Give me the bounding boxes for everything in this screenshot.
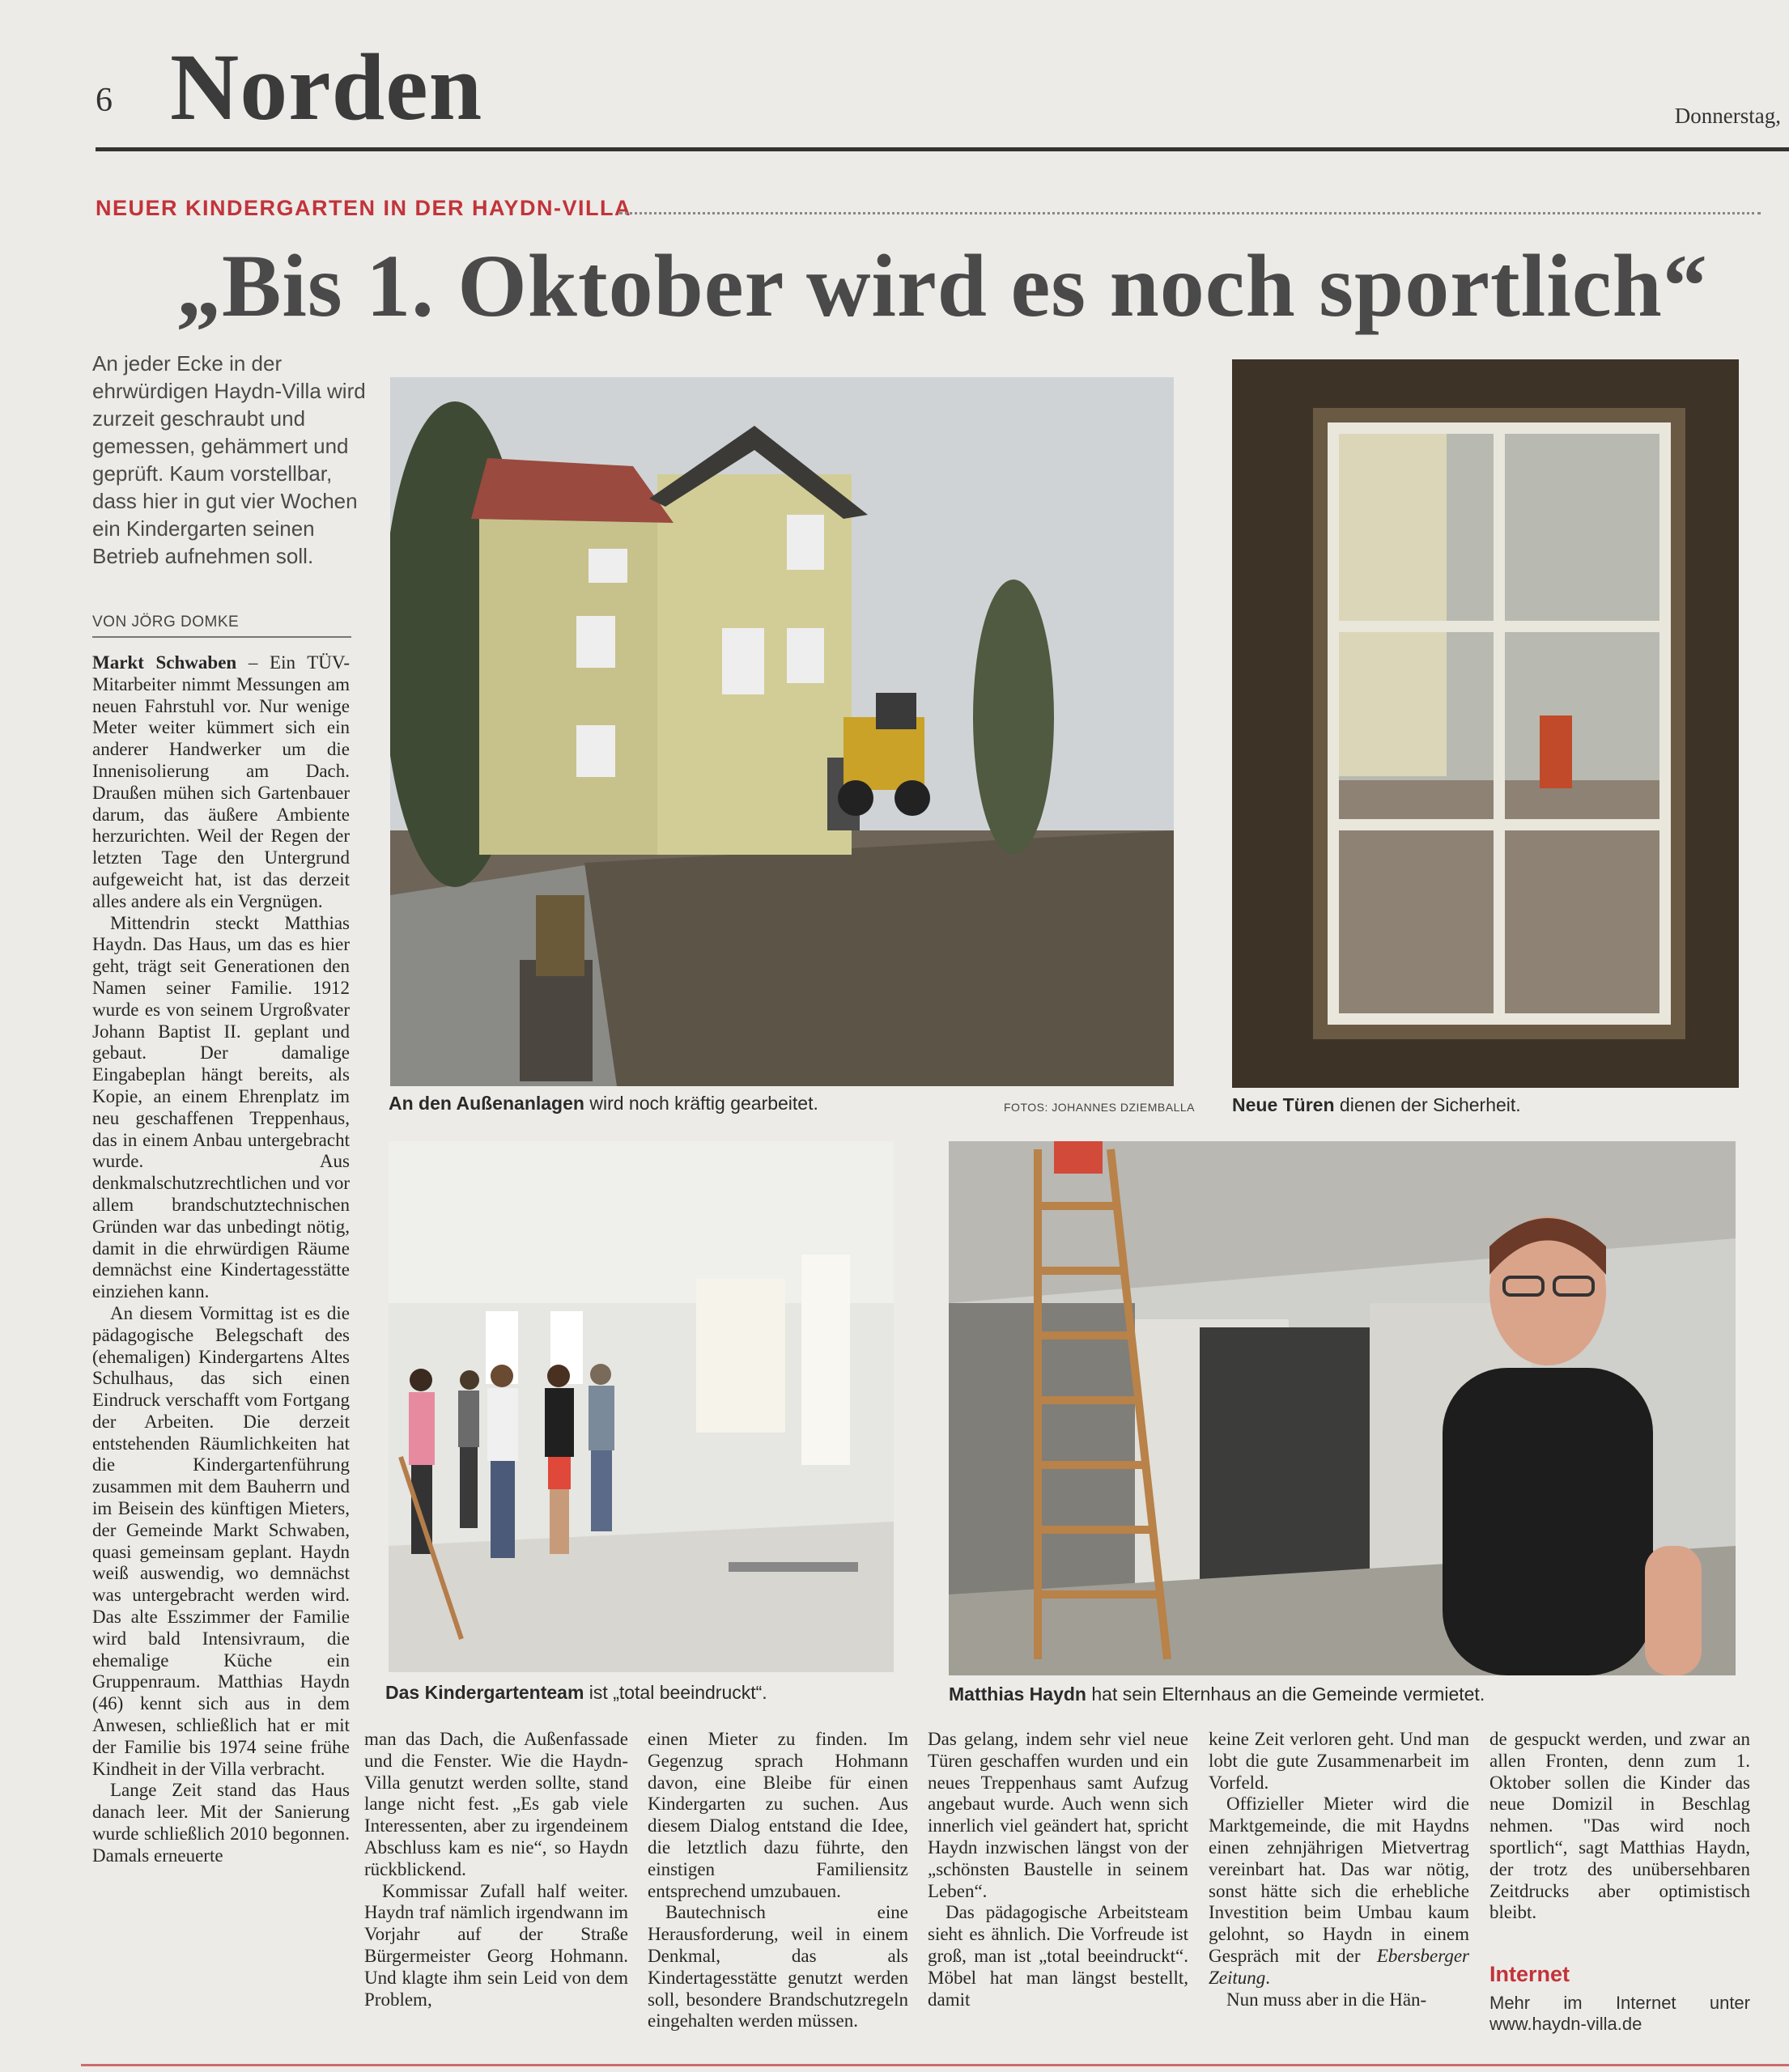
photo-kindergarten-team (389, 1141, 894, 1672)
infobox-word: Internet (1615, 1993, 1676, 2013)
kicker-dotted-rule (619, 212, 1761, 214)
infobox-word: Mehr (1489, 1993, 1531, 2013)
paragraph: einen Mieter zu finden. Im Gegenzug sprach Hohmann davon, eine Bleibe für einen Kindergarten zu suchen. Aus diesem Dialog entstand die Idee, die letztlich dazu führte, den einstigen Familiensitz entsprechend umzubauen. (648, 1729, 908, 1901)
paragraph: Das gelang, indem sehr viel neue Türen geschaffen wurden und ein neues Treppenhaus samt Aufzug angebaut wurde. Auch wenn sich innerlich viel geändert hat, spricht Haydn inzwischen längst von der „schönsten Baustelle in seinem Leben“. (928, 1729, 1188, 1901)
paragraph: – Ein TÜV-Mitarbeiter nimmt Messungen am neuen Fahrstuhl vor. Nur wenige Meter weiter kümmert sich ein anderer Handwerker um die Innenisolierung am Dach. Draußen mühen sich Gartenbauer darum, das äußere Ambiente herzurichten. Weil der Regen der letzten Tage den Untergrund aufgeweicht hat, ist das derzeit alles andere als ein Vergnügen. (92, 652, 350, 911)
caption-bold: Neue Türen (1232, 1094, 1335, 1115)
paragraph: Lange Zeit stand das Haus danach leer. Mit der Sanierung wurde schließlich 2010 begonnen. Damals erneuerte (92, 1780, 350, 1866)
infobox-text (1489, 1993, 1750, 2035)
bottom-rule (81, 2064, 1789, 2066)
article-headline: „Bis 1. Oktober wird es noch sportlich“ (176, 236, 1708, 335)
byline-rule (92, 636, 351, 638)
paragraph: man das Dach, die Außenfassade und die Fenster. Wie die Haydn-Villa genutzt werden sollte, stand lange nicht fest. „Es gab viele Interessenten, aber zu irgendeinem Abschluss kam es nie“, so Haydn rückblickend. (364, 1729, 628, 1879)
infobox-word: unter (1709, 1993, 1750, 2013)
photo-villa-exterior (390, 377, 1174, 1086)
paragraph (1209, 1794, 1469, 1989)
body-column-5 (1209, 1729, 1469, 2036)
paragraph: de gespuckt werden, und zwar an allen Fronten, denn zum 1. Oktober sollen die Kinder das neue Domizil in Beschlag nehmen. "Das wird noch sportlich“, sagt Matthias Haydn, der trotz des unübersehbaren Zeitdrucks aber optimistisch bleibt. (1489, 1729, 1750, 1923)
paragraph: Das pädagogische Arbeitsteam sieht es ähnlich. Die Vorfreude ist groß, man ist „total beeindruckt“. Möbel hat man längst bestellt, damit (928, 1902, 1188, 2010)
caption-text: dienen der Sicherheit. (1334, 1094, 1521, 1115)
article-kicker: NEUER KINDERGARTEN IN DER HAYDN-VILLA (96, 196, 632, 220)
infobox-title: Internet (1489, 1962, 1570, 1986)
infobox-url[interactable]: www.haydn-villa.de (1489, 2014, 1642, 2034)
caption-bold: Das Kindergartenteam (385, 1682, 584, 1703)
caption-exterior (389, 1093, 818, 1115)
paragraph: Kommissar Zufall half weiter. Haydn traf nämlich irgendwann im Vorjahr auf der Straße Bürgermeister Georg Hohmann. Und klagte ihm sein Leid von dem Problem, (364, 1880, 628, 2010)
caption-haydn (949, 1684, 1485, 1705)
text-run: . (1265, 1967, 1271, 1988)
photo-window (1232, 359, 1739, 1088)
issue-dateline: Donnerstag, (1674, 104, 1781, 128)
body-column-2 (364, 1729, 628, 2036)
body-column-4 (928, 1729, 1188, 2036)
paragraph: keine Zeit verloren geht. Und man lobt die gute Zusammenarbeit im Vorfeld. (1209, 1729, 1469, 1793)
photo-matthias-haydn (949, 1141, 1736, 1675)
infobox-word: im (1563, 1993, 1583, 2013)
page-number: 6 (96, 82, 113, 119)
paragraph: An diesem Vormittag ist es die pädagogische Belegschaft des (ehemaligen) Kindergartens Altes Schulhaus, das sich einen Eindruck verschafft vom Fortgang der Arbeiten. Die derzeit entstehenden Räumlichkeiten hat die Kindergartenführung zusammen mit dem Bauherrn und im Beisein des künftigen Mieters, der Gemeinde Markt Schwaben, quasi gemeinsam geplant. Haydn weiß auswendig, wo demnächst was untergebracht werden wird. Das alte Esszimmer der Familie wird bald Intensivraum, die ehemalige Küche ein Gruppenraum. Matthias Haydn (46) kennt sich aus in dem Anwesen, schließlich hat er mit der Familie bis 1974 seine frühe Kindheit in der Villa verbracht. (92, 1302, 350, 1779)
article-byline: VON JÖRG DOMKE (92, 614, 240, 631)
dateline-place: Markt Schwaben (92, 652, 237, 673)
caption-team (385, 1682, 767, 1704)
text-run: Offizieller Mieter wird die Marktgemeinde, die mit Haydns einen zehnjährigen Mietvertrag vereinbart hat. Das war nötig, sonst hätte sich die erhebliche Investition beim Umbau kaum gelohnt, so Haydn in einem Gespräch mit der (1209, 1794, 1469, 1966)
caption-window (1232, 1094, 1521, 1116)
caption-bold: Matthias Haydn (949, 1684, 1086, 1705)
masthead-rule (96, 147, 1789, 151)
body-column-1 (92, 652, 350, 2036)
body-column-3 (648, 1729, 908, 2036)
article-lead: An jeder Ecke in der ehrwürdigen Haydn-Villa wird zurzeit geschraubt und gemessen, gehämmert und geprüft. Kaum vorstellbar, dass hier in gut vier Wochen ein Kindergarten seinen Betrieb aufnehmen soll. (92, 351, 366, 568)
caption-bold: An den Außenanlagen (389, 1093, 584, 1114)
caption-text: hat sein Elternhaus an die Gemeinde vermietet. (1086, 1684, 1485, 1705)
section-title: Norden (170, 34, 483, 140)
photo-credit: FOTOS: JOHANNES DZIEMBALLA (1004, 1101, 1196, 1114)
paragraph: Bautechnisch eine Herausforderung, weil in einem Denkmal, das als Kindertagesstätte genutzt werden soll, besondere Brandschutzregeln eingehalten werden müssen. (648, 1902, 908, 2032)
paragraph: Nun muss aber in die Hän- (1226, 1989, 1427, 2010)
body-column-6 (1489, 1729, 1750, 1972)
caption-text: wird noch kräftig gearbeitet. (584, 1093, 818, 1114)
caption-text: ist „total beeindruckt“. (584, 1682, 767, 1703)
newspaper-name: Ebersberger Zeitung (1209, 1945, 1469, 1988)
paragraph: Mittendrin steckt Matthias Haydn. Das Haus, um das es hier geht, trägt seit Generationen den Namen seiner Familie. 1912 wurde es von seinem Urgroßvater Johann Baptist II. geplant und gebaut. Der damalige Eingabeplan hängt bereits, als Kopie, an einem Ehrenplatz im neu geschaffenen Treppenhaus, das in einem Anbau untergebracht wurde. Aus denkmalschutzrechtlichen und vor allem brandschutztechnischen Gründen war das unbedingt nötig, damit in die ehrwürdigen Räume demnächst eine Kindertagesstätte einziehen kann. (92, 912, 350, 1302)
